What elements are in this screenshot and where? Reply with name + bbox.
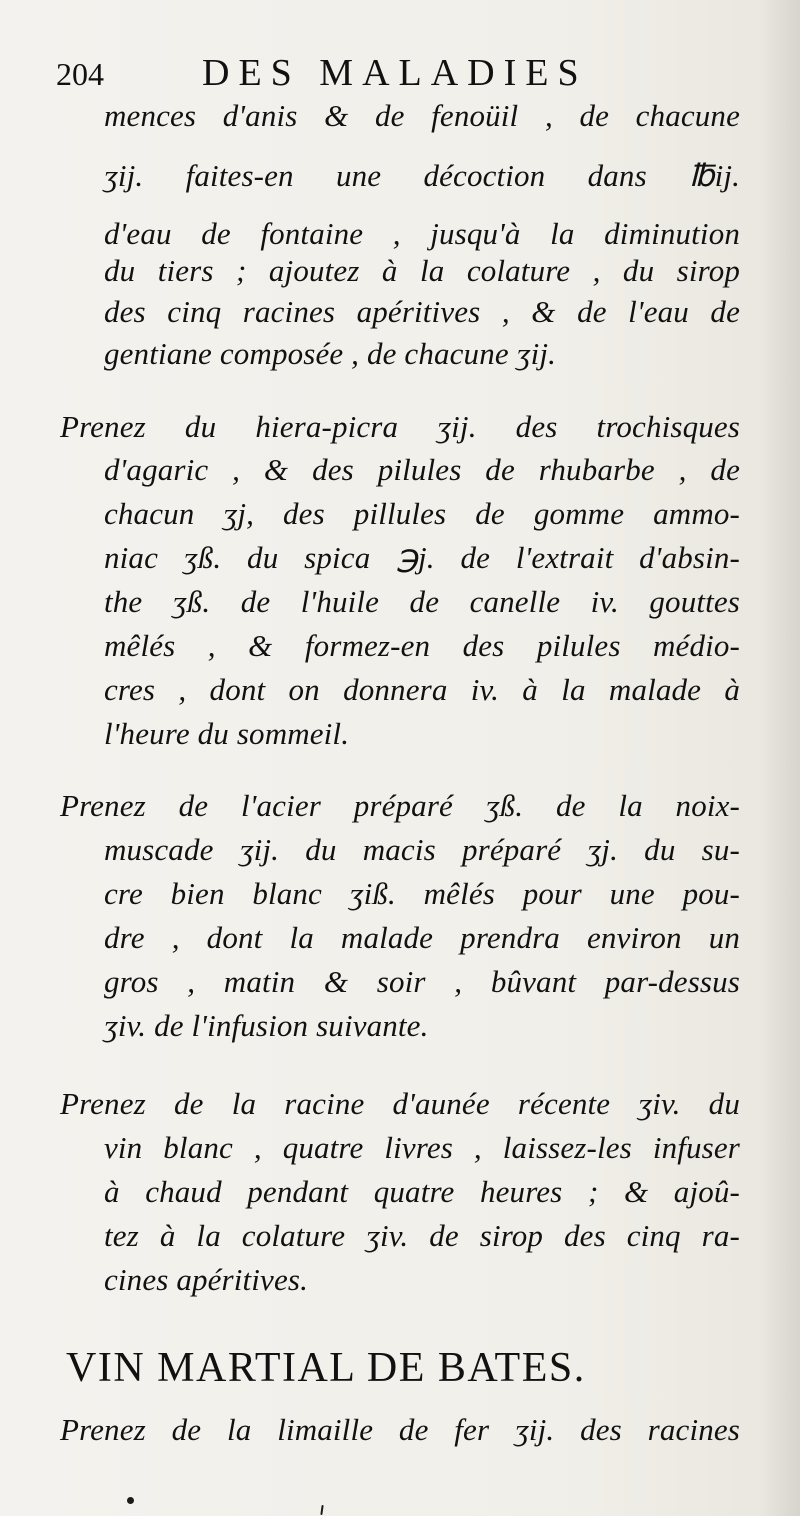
text-line: the ʒß. de l'huile de canelle iv. gouttes <box>104 584 740 619</box>
text-line: d'agaric , & des pilules de rhubarbe , de <box>104 452 740 487</box>
text-line: mences d'anis & de fenoüil , de chacune <box>104 98 740 133</box>
text-line: cre bien blanc ʒiß. mêlés pour une pou- <box>104 876 740 911</box>
text-line: gros , matin & soir , bûvant par-dessus <box>104 964 740 999</box>
text-line: chacun ʒj, des pillules de gomme ammo- <box>104 496 740 531</box>
text-line: des cinq racines apéritives , & de l'eau de <box>104 294 740 329</box>
text-line: cines apéritives. <box>104 1262 308 1297</box>
paragraph-start: Prenez de l'acier préparé ʒß. de la noix- <box>60 788 740 823</box>
text-line: à chaud pendant quatre heures ; & ajoû- <box>104 1174 740 1209</box>
running-head <box>56 46 756 106</box>
text-line: ʒiv. de l'infusion suivante. <box>104 1008 429 1043</box>
text-line: niac ʒß. du spica ℈j. de l'extrait d'absin- <box>104 540 740 575</box>
text-line: vin blanc , quatre livres , laissez-les infuser <box>104 1130 740 1165</box>
paragraph-start: Prenez du hiera-picra ʒij. des trochisques <box>60 409 740 444</box>
page-number: 204 <box>56 56 104 92</box>
text-line: gentiane composée , de chacune ʒij. <box>104 336 556 371</box>
ink-mark <box>127 1497 134 1504</box>
text-line: l'heure du sommeil. <box>104 716 350 751</box>
text-line: cres , dont on donnera iv. à la malade à <box>104 672 740 707</box>
text-line: tez à la colature ʒiv. de sirop des cinq ra- <box>104 1218 740 1253</box>
text-line: du tiers ; ajoutez à la colature , du sirop <box>104 253 740 288</box>
text-line: ʒij. faites-en une décoction dans ℔ij. <box>104 158 740 193</box>
paragraph-start: Prenez de la racine d'aunée récente ʒiv. du <box>60 1086 740 1121</box>
ink-mark <box>320 1505 323 1515</box>
paragraph-start: Prenez de la limaille de fer ʒij. des racines <box>60 1412 740 1447</box>
text-line: muscade ʒij. du macis préparé ʒj. du su- <box>104 832 740 867</box>
running-title: DES MALADIES <box>202 52 588 94</box>
text-line: dre , dont la malade prendra environ un <box>104 920 740 955</box>
text-line: mêlés , & formez-en des pilules médio- <box>104 628 740 663</box>
text-line: d'eau de fontaine , jusqu'à la diminution <box>104 216 740 251</box>
section-title: VIN MARTIAL DE BATES. <box>66 1345 586 1391</box>
